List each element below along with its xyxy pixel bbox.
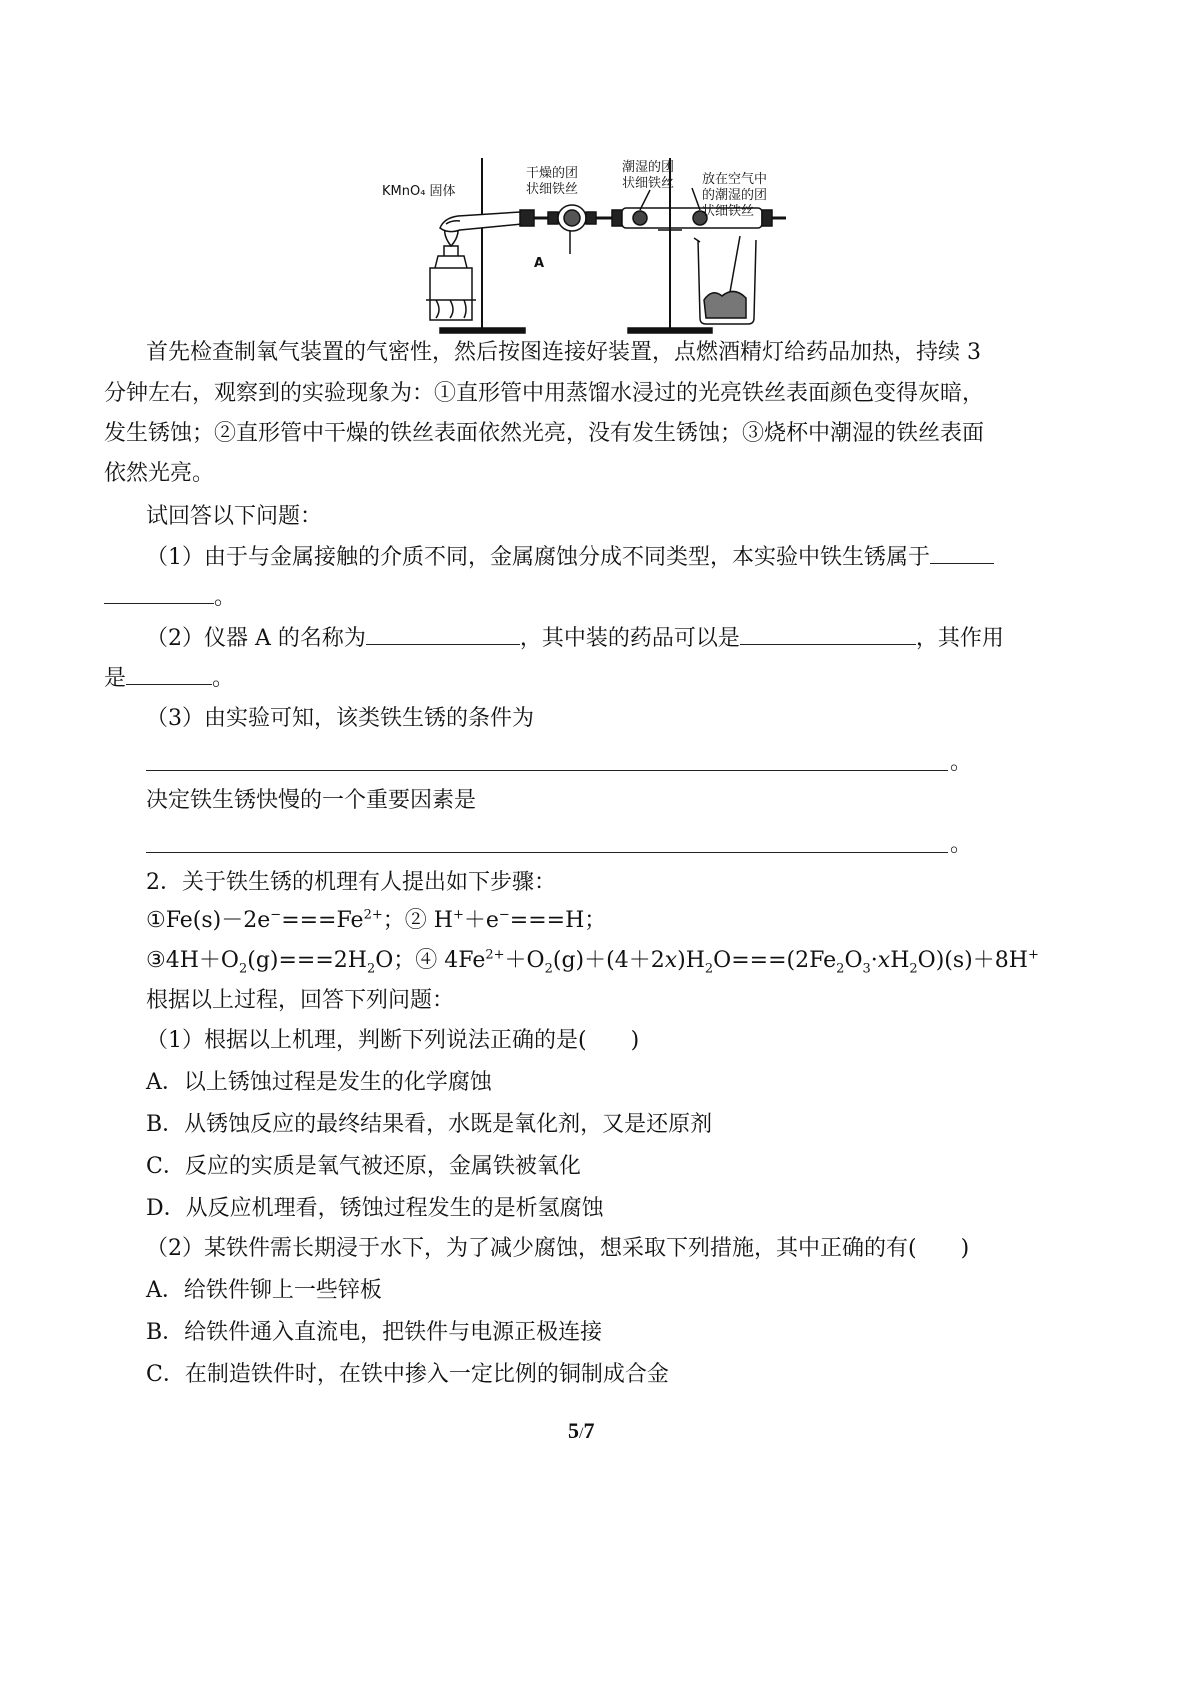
label-dry-line1: 干燥的团 xyxy=(526,166,579,181)
page-total: 7 xyxy=(583,1418,595,1443)
label-air-line3: 状细铁丝 xyxy=(702,204,755,219)
q2-sub2-option-b[interactable]: B．给铁件通入直流电，把铁件与电源正极连接 xyxy=(146,1320,603,1345)
label-a: A xyxy=(534,256,545,271)
eq-text: H xyxy=(890,948,910,973)
answer-blank-long[interactable] xyxy=(146,852,948,853)
intro-line-1: 首先检查制氧气装置的气密性，然后按图连接好装置，点燃酒精灯给药品加热，持续 3 xyxy=(146,340,981,365)
eq-text: ===Fe xyxy=(281,908,364,933)
eq-sub: 2 xyxy=(544,961,553,977)
apparatus-figure xyxy=(382,150,820,335)
q2-sub2-option-a[interactable]: A．给铁件铆上一些锌板 xyxy=(146,1278,382,1303)
eq-sup: 2+ xyxy=(485,947,505,963)
eq-sup: − xyxy=(498,907,510,923)
eq-text: ===H； xyxy=(509,908,607,933)
answer-blank[interactable] xyxy=(930,541,994,564)
q1-part2-b: ，其中装的药品可以是 xyxy=(519,626,740,651)
q1-part2-d: 是 xyxy=(104,666,127,691)
q2-sub1: （1）根据以上机理，判断下列说法正确的是( ) xyxy=(146,1028,640,1053)
eq-text: ；② H xyxy=(382,908,453,933)
q1-part1 xyxy=(146,541,994,573)
q2-sub1-option-d[interactable]: D．从反应机理看，锈蚀过程发生的是析氢腐蚀 xyxy=(146,1196,604,1221)
answer-blank[interactable] xyxy=(104,581,214,604)
eq-text: O===(2Fe xyxy=(713,948,837,973)
answer-blank-long[interactable] xyxy=(146,770,948,771)
eq-text: O xyxy=(844,948,863,973)
eq-sub: 2 xyxy=(366,961,376,977)
label-kmno4: KMnO₄ 固体 xyxy=(382,184,456,199)
eq-text: ③4H＋O xyxy=(146,948,239,973)
q1-part2-cont xyxy=(104,662,234,694)
answer-blank[interactable] xyxy=(366,622,520,645)
eq-text: (g)===2H xyxy=(247,948,367,973)
q1-part2-c: ，其作用 xyxy=(915,626,1004,651)
answer-blank[interactable] xyxy=(740,622,916,645)
eq-sub: 2 xyxy=(238,961,248,977)
eq-text: · xyxy=(870,948,878,973)
eq-sub: 3 xyxy=(862,961,871,977)
eq-sub: 2 xyxy=(909,961,918,977)
q2-sub2: （2）某铁件需长期浸于水下，为了减少腐蚀，想采取下列措施，其中正确的有( ) xyxy=(146,1236,970,1261)
eq-text: O)(s)＋8H xyxy=(917,948,1028,973)
intro-line-2: 分钟左右，观察到的实验现象为：①直形管中用蒸馏水浸过的光亮铁丝表面颜色变得灰暗， xyxy=(104,381,985,406)
q1-part1-cont xyxy=(104,581,236,613)
q2-sub1-option-c[interactable]: C．反应的实质是氧气被还原，金属铁被氧化 xyxy=(146,1154,581,1179)
q1-part4-end: 。 xyxy=(950,832,973,857)
label-wet-line1: 潮湿的团 xyxy=(622,160,675,175)
q1-prompt: 试回答以下问题： xyxy=(146,504,323,529)
q2-step-line1 xyxy=(146,906,606,936)
eq-text: ①Fe(s)－2e xyxy=(146,908,271,933)
intro-line-3: 发生锈蚀；②直形管中干燥的铁丝表面依然光亮，没有发生锈蚀；③烧杯中潮湿的铁丝表面 xyxy=(104,421,985,446)
q2-lead: 根据以上过程，回答下列问题： xyxy=(146,988,455,1013)
q1-part4: 决定铁生锈快慢的一个重要因素是 xyxy=(146,788,477,813)
q2-sub2-option-c[interactable]: C．在制造铁件时，在铁中掺入一定比例的铜制成合金 xyxy=(146,1362,669,1387)
page-separator: / xyxy=(579,1425,584,1442)
eq-sup: − xyxy=(270,907,282,923)
intro-line-4: 依然光亮。 xyxy=(104,461,215,486)
eq-text: ＋O xyxy=(504,948,545,973)
eq-text: )H xyxy=(677,948,705,973)
eq-text: ＋e xyxy=(463,908,499,933)
label-wet-line2: 状细铁丝 xyxy=(622,176,675,191)
q1-part2-end: 。 xyxy=(212,666,235,691)
q1-part1-end: 。 xyxy=(214,585,237,610)
eq-sup: + xyxy=(1027,947,1039,963)
q1-part2 xyxy=(146,622,1004,654)
eq-text: O；④ 4Fe xyxy=(375,948,486,973)
eq-sub: 2 xyxy=(704,961,714,977)
eq-sup: 2+ xyxy=(363,907,383,923)
eq-sub: 2 xyxy=(836,961,845,977)
q2-title: 2．关于铁生锈的机理有人提出如下步骤： xyxy=(146,870,556,895)
q1-part3-end: 。 xyxy=(950,750,973,775)
page-current: 5 xyxy=(568,1418,579,1443)
q1-part2-a: （2）仪器 A 的名称为 xyxy=(146,626,366,651)
eq-text: (g)＋(4＋2 xyxy=(552,948,665,973)
label-air-line2: 的潮湿的团 xyxy=(702,188,768,203)
answer-blank[interactable] xyxy=(126,662,212,685)
eq-var: x xyxy=(664,948,678,973)
q2-sub1-option-a[interactable]: A．以上锈蚀过程是发生的化学腐蚀 xyxy=(146,1070,492,1095)
eq-var: x xyxy=(877,948,891,973)
label-dry-line2: 状细铁丝 xyxy=(526,182,579,197)
page-number xyxy=(568,1418,594,1444)
label-air-line1: 放在空气中 xyxy=(702,172,768,187)
q1-part1-text: （1）由于与金属接触的介质不同，金属腐蚀分成不同类型，本实验中铁生锈属于 xyxy=(146,545,930,570)
q1-part3: （3）由实验可知，该类铁生锈的条件为 xyxy=(146,706,534,731)
q2-step-line2 xyxy=(146,946,1039,976)
q2-sub1-option-b[interactable]: B．从锈蚀反应的最终结果看，水既是氧化剂，又是还原剂 xyxy=(146,1112,713,1137)
eq-sup: + xyxy=(452,907,464,923)
